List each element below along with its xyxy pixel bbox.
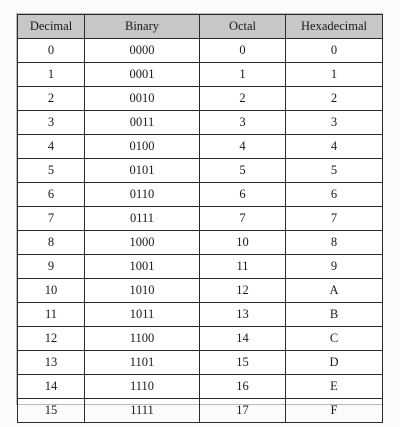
cell-octal: 17 xyxy=(200,399,286,423)
cell-decimal: 6 xyxy=(18,183,85,207)
cell-binary: 1011 xyxy=(85,303,200,327)
cell-hexadecimal: 7 xyxy=(286,207,383,231)
cell-octal: 11 xyxy=(200,255,286,279)
cell-binary: 1101 xyxy=(85,351,200,375)
cell-binary: 1001 xyxy=(85,255,200,279)
table-row xyxy=(18,351,383,375)
cell-hexadecimal: 4 xyxy=(286,135,383,159)
cell-hexadecimal: C xyxy=(286,327,383,351)
cell-octal: 15 xyxy=(200,351,286,375)
cell-hexadecimal: 0 xyxy=(286,39,383,63)
cell-binary: 0000 xyxy=(85,39,200,63)
cell-decimal: 0 xyxy=(18,39,85,63)
table-row xyxy=(18,399,383,423)
cell-octal: 7 xyxy=(200,207,286,231)
cell-decimal: 3 xyxy=(18,111,85,135)
table-row xyxy=(18,303,383,327)
cell-octal: 14 xyxy=(200,327,286,351)
cell-hexadecimal: 1 xyxy=(286,63,383,87)
cell-decimal: 7 xyxy=(18,207,85,231)
header-hexadecimal: Hexadecimal xyxy=(286,15,383,39)
cell-hexadecimal: A xyxy=(286,279,383,303)
cell-binary: 1100 xyxy=(85,327,200,351)
cell-hexadecimal: 6 xyxy=(286,183,383,207)
table-row xyxy=(18,87,383,111)
table-row xyxy=(18,375,383,399)
cell-hexadecimal: 8 xyxy=(286,231,383,255)
table-row xyxy=(18,159,383,183)
cell-binary: 1000 xyxy=(85,231,200,255)
cell-decimal: 12 xyxy=(18,327,85,351)
cell-decimal: 15 xyxy=(18,399,85,423)
cell-binary: 1111 xyxy=(85,399,200,423)
cell-hexadecimal: 5 xyxy=(286,159,383,183)
cell-binary: 1110 xyxy=(85,375,200,399)
cell-decimal: 5 xyxy=(18,159,85,183)
cell-hexadecimal: D xyxy=(286,351,383,375)
header-octal: Octal xyxy=(200,15,286,39)
table-row xyxy=(18,183,383,207)
cell-octal: 1 xyxy=(200,63,286,87)
header-binary: Binary xyxy=(85,15,200,39)
table-body xyxy=(18,39,383,423)
cell-binary: 0011 xyxy=(85,111,200,135)
cell-hexadecimal: 9 xyxy=(286,255,383,279)
table-row xyxy=(18,231,383,255)
cell-octal: 13 xyxy=(200,303,286,327)
cell-decimal: 10 xyxy=(18,279,85,303)
cell-decimal: 4 xyxy=(18,135,85,159)
cell-hexadecimal: F xyxy=(286,399,383,423)
cell-octal: 16 xyxy=(200,375,286,399)
table-row xyxy=(18,135,383,159)
number-conversion-table xyxy=(17,14,383,423)
cell-decimal: 8 xyxy=(18,231,85,255)
cell-hexadecimal: 3 xyxy=(286,111,383,135)
cell-decimal: 13 xyxy=(18,351,85,375)
table-row xyxy=(18,39,383,63)
table-row xyxy=(18,111,383,135)
cell-decimal: 2 xyxy=(18,87,85,111)
table-row xyxy=(18,207,383,231)
cell-decimal: 11 xyxy=(18,303,85,327)
cell-octal: 4 xyxy=(200,135,286,159)
cell-binary: 0101 xyxy=(85,159,200,183)
cell-hexadecimal: E xyxy=(286,375,383,399)
cell-binary: 0111 xyxy=(85,207,200,231)
cell-octal: 2 xyxy=(200,87,286,111)
cell-octal: 12 xyxy=(200,279,286,303)
header-decimal: Decimal xyxy=(18,15,85,39)
table-row xyxy=(18,327,383,351)
cell-octal: 5 xyxy=(200,159,286,183)
table-row xyxy=(18,279,383,303)
table-frame xyxy=(16,13,383,418)
cell-hexadecimal: B xyxy=(286,303,383,327)
cell-octal: 10 xyxy=(200,231,286,255)
cell-octal: 6 xyxy=(200,183,286,207)
cell-hexadecimal: 2 xyxy=(286,87,383,111)
cell-binary: 0110 xyxy=(85,183,200,207)
table-row xyxy=(18,63,383,87)
cell-binary: 0100 xyxy=(85,135,200,159)
cell-binary: 0001 xyxy=(85,63,200,87)
cell-octal: 0 xyxy=(200,39,286,63)
cell-decimal: 14 xyxy=(18,375,85,399)
cell-binary: 0010 xyxy=(85,87,200,111)
cell-decimal: 1 xyxy=(18,63,85,87)
header-row xyxy=(18,15,383,39)
cell-decimal: 9 xyxy=(18,255,85,279)
table-row xyxy=(18,255,383,279)
cell-octal: 3 xyxy=(200,111,286,135)
cell-binary: 1010 xyxy=(85,279,200,303)
